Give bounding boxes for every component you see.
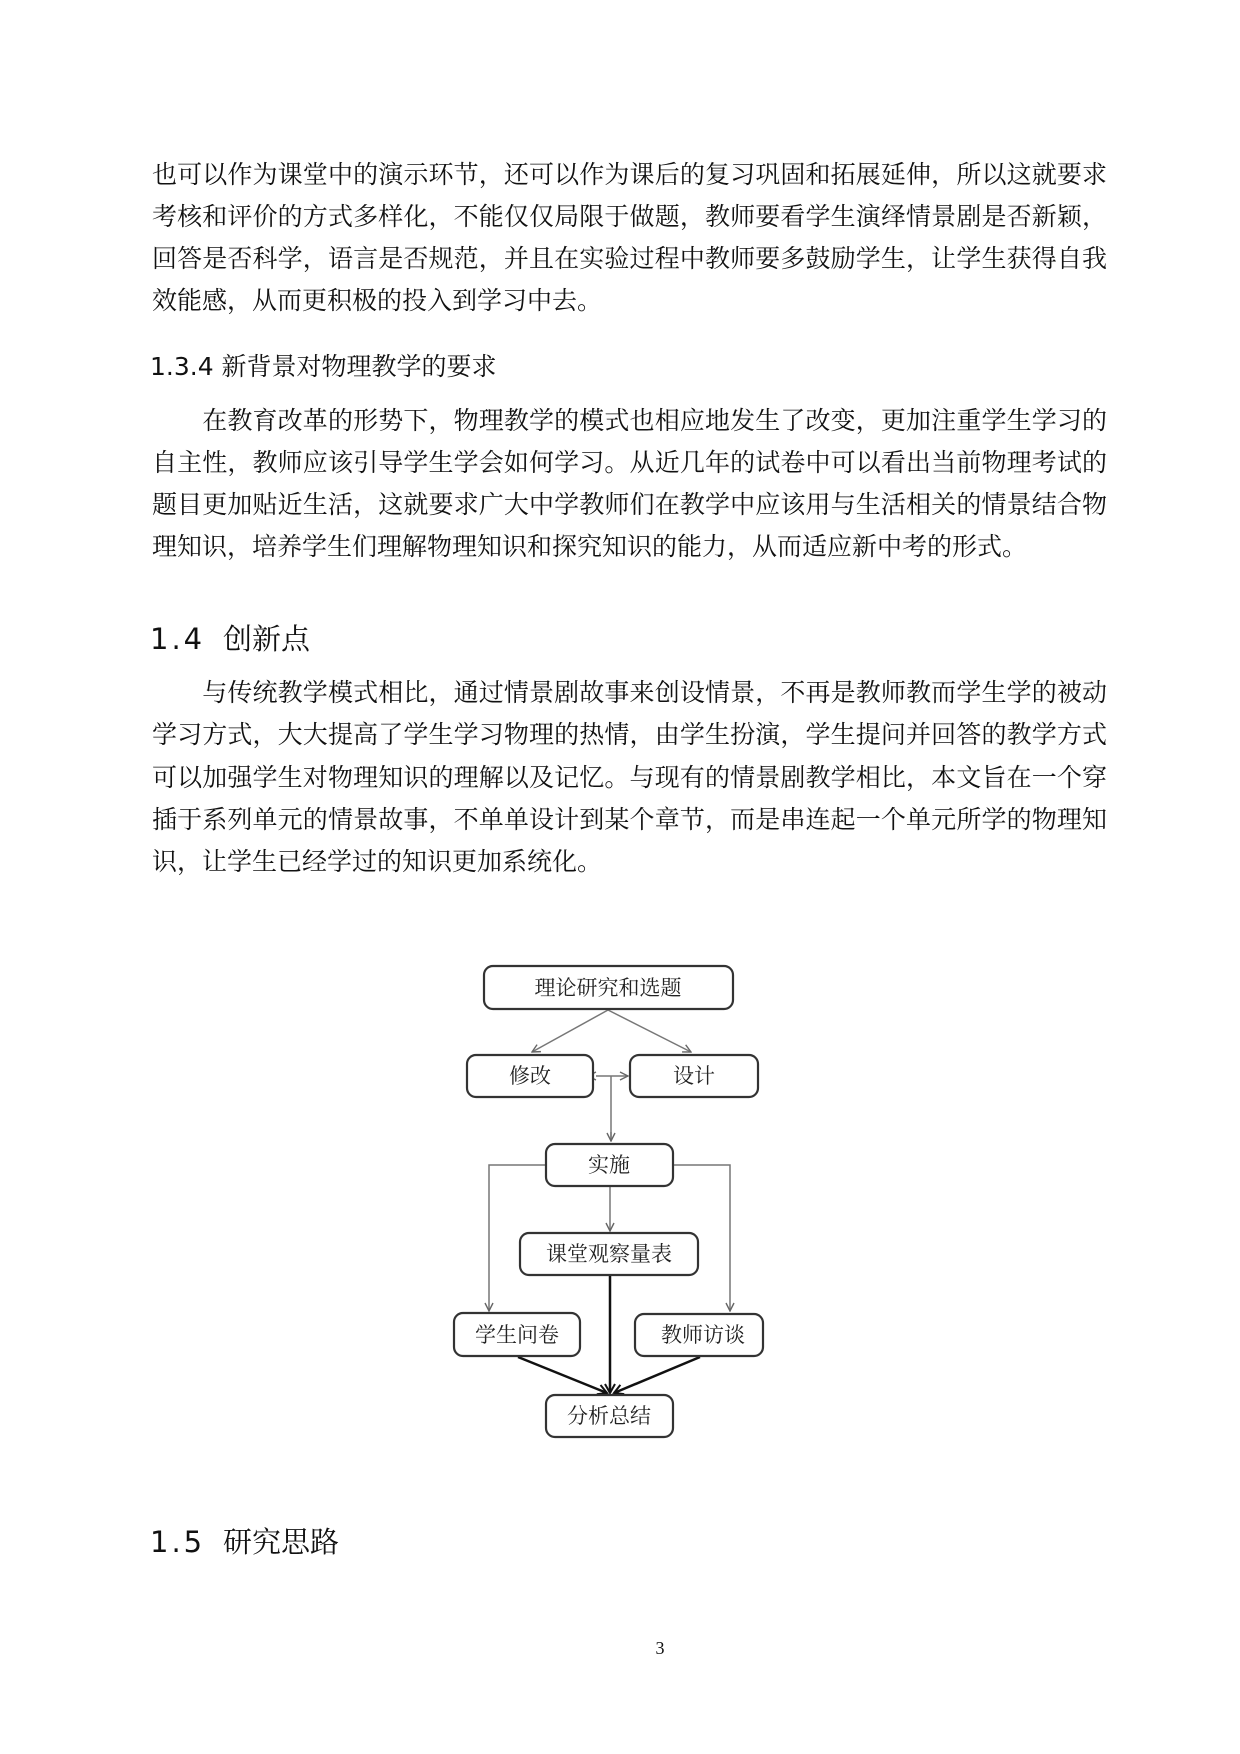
heading-number: 1.4 xyxy=(150,622,206,656)
node-label: 教师访谈 xyxy=(661,1323,745,1347)
heading-title: 研究思路 xyxy=(223,1525,340,1559)
paragraph-line: 在教育改革的形势下，物理教学的模式也相应地发生了改变，更加注重学生学习的 xyxy=(152,406,1107,435)
paragraph-line: 题目更加贴近生活，这就要求广大中学教师们在教学中应该用与生活相关的情景结合物 xyxy=(152,490,1107,519)
paragraph-line: 与传统教学模式相比，通过情景剧故事来创设情景，不再是教师教而学生学的被动 xyxy=(152,678,1107,707)
node-design xyxy=(630,1055,758,1097)
paragraph-line: 理知识，培养学生们理解物理知识和探究知识的能力，从而适应新中考的形式。 xyxy=(152,532,1028,561)
paragraph-line: 学习方式，大大提高了学生学习物理的热情，由学生扮演，学生提问并回答的教学方式 xyxy=(152,720,1107,749)
arrow-research-to-revise xyxy=(532,1010,608,1052)
section-heading-1-3-4: 1.3.4 新背景对物理教学的要求 xyxy=(150,352,497,381)
node-label: 实施 xyxy=(588,1153,630,1177)
node-label: 设计 xyxy=(673,1064,715,1088)
arrow-questionnaire-to-summary xyxy=(518,1357,607,1393)
node-summary xyxy=(546,1395,673,1437)
paragraph-line: 考核和评价的方式多样化，不能仅仅局限于做题，教师要看学生演绎情景剧是否新颖， xyxy=(152,202,1107,231)
paragraph-line: 也可以作为课堂中的演示环节，还可以作为课后的复习巩固和拓展延伸，所以这就要求 xyxy=(152,160,1107,189)
node-research xyxy=(484,966,733,1009)
node-interview xyxy=(635,1314,763,1356)
arrow-research-to-design xyxy=(608,1010,691,1052)
node-label: 课堂观察量表 xyxy=(546,1242,672,1266)
page-number: 3 xyxy=(655,1638,665,1658)
section-heading-1-5 xyxy=(150,1525,339,1559)
paragraph-line: 可以加强学生对物理知识的理解以及记忆。与现有的情景剧教学相比，本文旨在一个穿 xyxy=(152,763,1107,792)
node-label: 分析总结 xyxy=(567,1404,651,1428)
heading-title: 创新点 xyxy=(223,622,311,656)
paragraph-line: 插于系列单元的情景故事，不单单设计到某个章节，而是串连起一个单元所学的物理知 xyxy=(152,805,1107,834)
paragraph-line: 回答是否科学，语言是否规范，并且在实验过程中教师要多鼓励学生，让学生获得自我 xyxy=(152,244,1107,273)
paragraph-line: 识，让学生已经学过的知识更加系统化。 xyxy=(152,847,603,876)
paragraph-line: 自主性，教师应该引导学生学会如何学习。从近几年的试卷中可以看出当前物理考试的 xyxy=(152,448,1107,477)
node-questionnaire xyxy=(454,1313,580,1356)
node-observation xyxy=(520,1233,698,1275)
paragraph-line: 效能感，从而更积极的投入到学习中去。 xyxy=(152,286,603,315)
node-label: 修改 xyxy=(509,1064,551,1088)
node-revise xyxy=(467,1055,593,1097)
node-label: 理论研究和选题 xyxy=(534,976,682,1000)
node-label: 学生问卷 xyxy=(475,1323,559,1347)
node-implement xyxy=(546,1144,673,1186)
arrow-interview-to-summary xyxy=(614,1357,700,1393)
heading-number: 1.5 xyxy=(150,1525,206,1559)
